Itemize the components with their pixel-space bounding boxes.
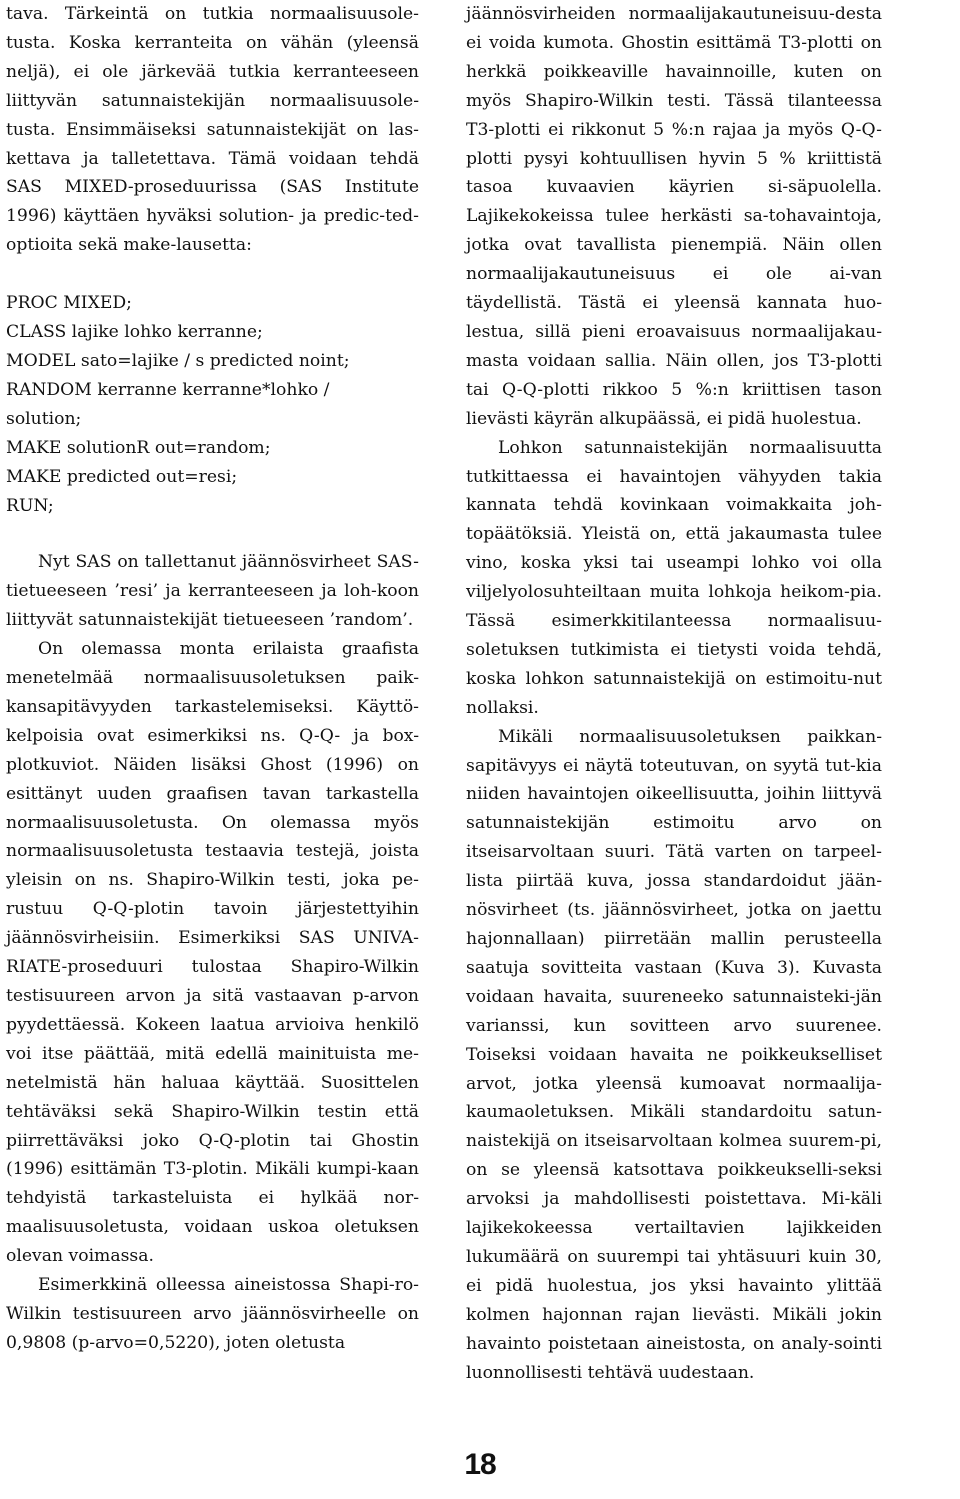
code-line: solution; bbox=[6, 408, 82, 429]
paragraph: Nyt SAS on tallettanut jäännösvirheet SAS-tietueeseen ’resi’ ja kerranteeseen ja loh-koon liittyvät satunnaistekijät tietueeseen ’random’. bbox=[6, 552, 419, 631]
left-column bbox=[6, 0, 419, 1358]
paragraph: jäännösvirheiden normaalijakautuneisuu-desta ei voida kumota. Ghostin esittämä T3-plotti on herkkä poikkeaville havainnoille, kuten on myös Shapiro-Wilkin testi. Tässä tilanteessa T3-plotti ei rikkonut 5 %:n rajaa ja myös Q-Q-plotti pysyi kohtuullisen hyvin 5 % kriittistä tasoa kuvaavien käyrien si-säpuolella. Lajikekokeissa tulee herkästi sa-tohavaintoja, jotka ovat tavallista pienempiä. Näin ollen normaalijakautuneisuus ei ole ai-van täydellistä. Tästä ei yleensä kannata huo-lestua, sillä pieni eroavaisuus normaalijakau-masta voidaan sallia. Näin ollen, jos T3-plotti tai Q-Q-plotti rikkoo 5 %:n kriittisen tason lievästi käyrän alkupäässä, ei pidä huolestua. bbox=[466, 4, 882, 429]
code-line: RUN; bbox=[6, 495, 54, 516]
code-line: PROC MIXED; bbox=[6, 293, 132, 314]
code-line: MODEL sato=lajike / s predicted noint; bbox=[6, 350, 350, 371]
code-line: MAKE solutionR out=random; bbox=[6, 437, 271, 458]
sas-code-block bbox=[6, 289, 419, 520]
paragraph: Lohkon satunnaistekijän normaalisuutta tutkittaessa ei havaintojen vähyyden takia kannata tehdä kovinkaan voimakkaita joh-topäätöksiä. Yleistä on, että jakaumasta tulee vino, koska yksi tai useampi lohko voi olla viljelyolosuhteiltaan muita lohkoja heikom-pia. Tässä esimerkkitilanteessa normaalisuu-soletuksen tutkimista ei tietysti voida tehdä, koska lohkon satunnaistekijä on estimoitu-nut nollaksi. bbox=[466, 437, 882, 718]
code-line: MAKE predicted out=resi; bbox=[6, 466, 238, 487]
code-line: RANDOM kerranne kerranne*lohko / bbox=[6, 379, 330, 400]
paragraph: Esimerkkinä olleessa aineistossa Shapi-ro-Wilkin testisuureen arvo jäännösvirheelle on 0,9808 (p-arvo=0,5220), joten oletusta bbox=[6, 1275, 419, 1353]
page-number: 18 bbox=[464, 1448, 496, 1481]
paragraph: Mikäli normaalisuusoletuksen paikkan-sapitävyys ei näytä toteutuvan, on syytä tut-kia niiden havaintojen oikeellisuutta, joihin liittyvä satunnaistekijän estimoitu arvo on itseisarvoltaan suuri. Tätä varten on tarpeel-lista piirtää kuva, jossa standardoidut jään-nösvirheet (ts. jäännösvirheet, jotka on jaettu hajonnallaan) piirretään mallin perusteella saatuja sovitteita vastaan (Kuva 3). Kuvasta voidaan havaita, suureneeko satunnaisteki-jän varianssi, kun sovitteen arvo suurenee. Toiseksi voidaan havaita ne poikkeukselliset arvot, jotka yleensä kumoavat normaalija-kaumaoletuksen. Mikäli standardoitu satun-naistekijä on itseisarvoltaan kolmea suurem-pi, on se yleensä katsottava poikkeukselli-seksi arvoksi ja mahdollisesti poistettava. Mi-käli lajikekokeessa vertailtavien lajikkeiden lukumäärä on suurempi tai yhtäsuuri kuin 30, ei pidä huolestua, jos yksi havainto ylittää kolmen hajonnan rajan lievästi. Mikäli jokin havainto poistetaan aineistosta, on analy-sointi luonnollisesti tehtävä uudestaan. bbox=[466, 726, 882, 1383]
right-column bbox=[466, 0, 882, 1388]
paragraph: On olemassa monta erilaista graafista menetelmää normaalisuusoletuksen paik-kansapitävyyden tarkastelemiseksi. Käyttö-kelpoisia ovat esimerkiksi ns. Q-Q- ja box-plotkuviot. Näiden lisäksi Ghost (1996) on esittänyt uuden graafisen tavan tarkastella normaalisuusoletusta. On olemassa myös normaalisuusoletusta testaavia testejä, joista yleisin on ns. Shapiro-Wilkin testi, joka pe-rustuu Q-Q-plotin tavoin järjestettyihin jäännösvirheisiin. Esimerkiksi SAS UNIVA-RIATE-proseduuri tulostaa Shapiro-Wilkin testisuureen arvon ja sitä vastaavan p-arvon pyydettäessä. Kokeen laatua arvioiva henkilö voi itse päättää, mitä edellä mainituista me-netelmistä hän haluaa käyttää. Suosittelen tehtäväksi sekä Shapiro-Wilkin testin että piirrettäväksi joko Q-Q-plotin tai Ghostin (1996) esittämän T3-plotin. Mikäli kumpi-kaan tehdyistä tarkasteluista ei hylkää nor-maalisuusoletusta, voidaan uskoa oletuksen olevan voimassa. bbox=[6, 639, 419, 1267]
paragraph: tava. Tärkeintä on tutkia normaalisuusole-tusta. Koska kerranteita on vähän (yleensä neljä), ei ole järkevää tutkia kerranteeseen liittyvän satunnaistekijän normaalisuusole-tusta. Ensimmäiseksi satunnaistekijät on las-kettava ja talletettava. Tämä voidaan tehdä SAS MIXED-proseduurissa (SAS Institute 1996) käyttäen hyväksi solution- ja predic-ted-optioita sekä make-lausetta: bbox=[6, 4, 419, 256]
code-line: CLASS lajike lohko kerranne; bbox=[6, 322, 263, 343]
